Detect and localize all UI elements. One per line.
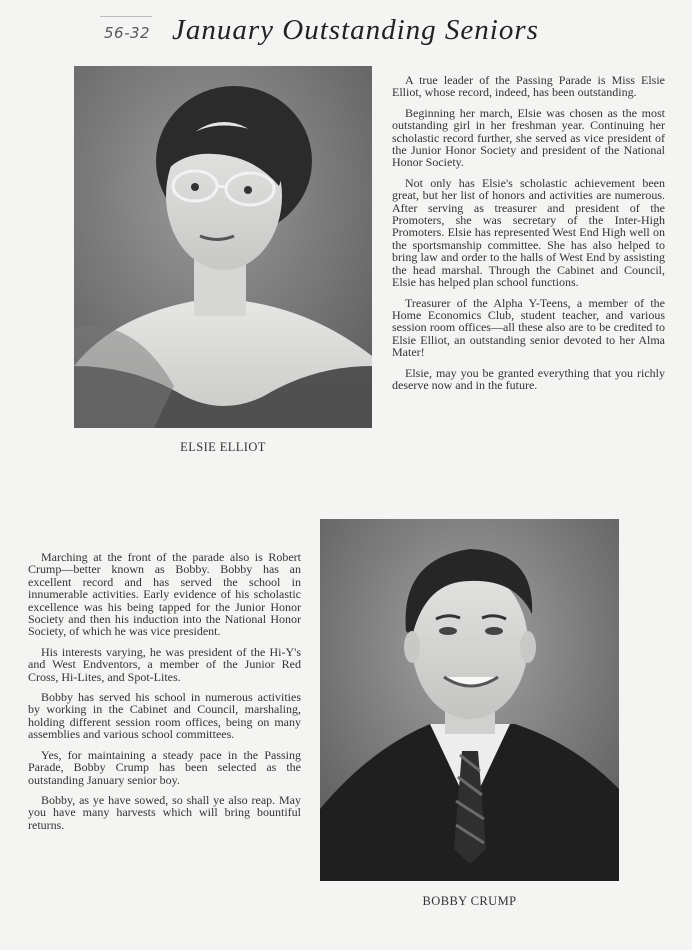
elsie-elliot-text	[392, 74, 665, 399]
paragraph: Not only has Elsie's scholastic achievement been great, but her list of honors and activities are numerous. After serving as treasurer and president of the Promoters, she was secretary of the Inter-High Promoters. Elsie has represented West End High well on the sportsmanship committee. She has also helped to bring law and order to the halls of West End by assisting the head marshal. Through the Cabinet and Council, Elsie has helped plan school functions.	[392, 175, 665, 290]
bobby-crump-portrait	[320, 519, 619, 881]
elsie-elliot-portrait	[74, 66, 372, 428]
handwritten-page-note: 56-32	[104, 24, 151, 42]
elsie-elliot-caption: ELSIE ELLIOT	[180, 440, 266, 454]
page-title: January Outstanding Seniors	[172, 14, 539, 46]
paragraph: Yes, for maintaining a steady pace in the Passing Parade, Bobby Crump has been selected as the outstanding January senior boy.	[28, 747, 301, 787]
paragraph: Bobby has served his school in numerous activities by working in the Cabinet and Council, marshaling, holding different session room offices, being on many assemblies and various school committees.	[28, 690, 301, 742]
paragraph: Treasurer of the Alpha Y-Teens, a member of the Home Economics Club, student teacher, and various session room offices—all these also are to be credited to Elsie Elliot, an outstanding senior devoted to her Alma Mater!	[392, 295, 665, 360]
bobby-crump-caption: BOBBY CRUMP	[422, 894, 517, 908]
bobby-crump-text	[28, 551, 301, 839]
paragraph: A true leader of the Passing Parade is Miss Elsie Elliot, whose record, indeed, has been outstanding.	[392, 73, 665, 100]
paragraph: Beginning her march, Elsie was chosen as the most outstanding girl in her freshman year. Continuing her scholastic record further, she served as vice president of the Junior Honor Society and president of the National Honor Society.	[392, 105, 665, 170]
pencil-line	[100, 16, 152, 17]
paragraph: Elsie, may you be granted everything that you richly deserve now and in the future.	[392, 365, 665, 392]
paragraph: Marching at the front of the parade also is Robert Crump—better known as Bobby. Bobby has an excellent record and has served the school in innumerable activities. Early evidence of his scholastic excellence was his being tapped for the Junior Honor Society and then his induction into the National Honor Society, of which he was vice president.	[28, 550, 301, 639]
paragraph: His interests varying, he was president of the Hi-Y's and West Endventors, a member of the Junior Red Cross, Hi-Lites, and Spot-Lites.	[28, 644, 301, 684]
paragraph: Bobby, as ye have sowed, so shall ye also reap. May you have many harvests which will bring bountiful returns.	[28, 792, 301, 832]
